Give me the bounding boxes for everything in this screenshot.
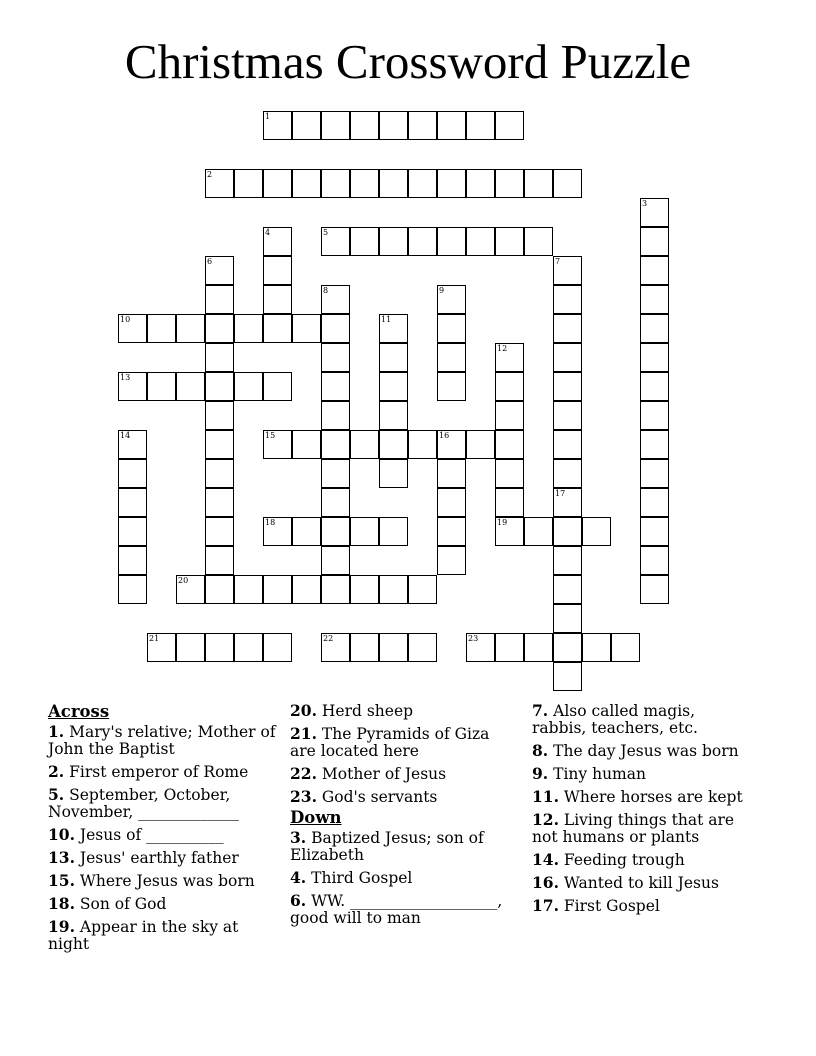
clue-item-number: 5. xyxy=(48,785,65,804)
clue-item-number: 7. xyxy=(532,701,549,720)
clue-item-number: 4. xyxy=(290,868,307,887)
clue-item xyxy=(48,723,280,758)
clue-number: 23 xyxy=(468,634,479,643)
clue-number: 10 xyxy=(120,315,131,324)
grid-cell[interactable] xyxy=(408,111,437,140)
clue-item xyxy=(48,763,280,781)
grid-cell[interactable] xyxy=(640,227,669,256)
clue-item-number: 22. xyxy=(290,764,317,783)
grid-cell[interactable] xyxy=(553,285,582,314)
grid-cell[interactable] xyxy=(321,285,350,314)
grid-cell[interactable] xyxy=(495,459,524,488)
clue-item-text: Appear in the sky at night xyxy=(48,918,239,953)
grid-cell[interactable] xyxy=(408,575,437,604)
grid-cell[interactable] xyxy=(640,546,669,575)
grid-cell[interactable] xyxy=(379,372,408,401)
grid-cell[interactable] xyxy=(437,343,466,372)
clue-item-text: The Pyramids of Giza are located here xyxy=(290,725,490,760)
clue-item-number: 19. xyxy=(48,917,75,936)
clue-item-text: God's servants xyxy=(321,788,438,806)
clue-item-text: Jesus' earthly father xyxy=(79,849,239,867)
clues-column-2 xyxy=(290,702,505,932)
grid-cell[interactable] xyxy=(495,227,524,256)
grid-cell[interactable] xyxy=(495,488,524,517)
clue-item-number: 21. xyxy=(290,724,317,743)
grid-cell[interactable] xyxy=(640,372,669,401)
grid-cell[interactable] xyxy=(495,633,524,662)
grid-cell[interactable] xyxy=(640,285,669,314)
grid-cell[interactable] xyxy=(640,430,669,459)
clue-item-number: 9. xyxy=(532,764,549,783)
grid-cell[interactable] xyxy=(379,430,408,459)
grid-cell[interactable] xyxy=(553,343,582,372)
grid-cell[interactable] xyxy=(118,430,147,459)
clue-item-number: 2. xyxy=(48,762,65,781)
grid-cell[interactable] xyxy=(437,169,466,198)
grid-cell[interactable] xyxy=(553,517,582,546)
clue-item-number: 15. xyxy=(48,871,75,890)
clue-item-number: 23. xyxy=(290,787,317,806)
clue-item-number: 3. xyxy=(290,828,307,847)
grid-cell[interactable] xyxy=(437,517,466,546)
clue-item-text: Where horses are kept xyxy=(563,788,743,806)
clue-number: 22 xyxy=(323,634,334,643)
grid-cell[interactable] xyxy=(553,575,582,604)
clue-item-text: September, October, November, _____________ xyxy=(48,786,239,821)
clue-item-number: 11. xyxy=(532,787,559,806)
grid-cell[interactable] xyxy=(205,517,234,546)
grid-cell[interactable] xyxy=(176,575,205,604)
grid-cell[interactable] xyxy=(147,633,176,662)
grid-cell[interactable] xyxy=(205,314,234,343)
clue-item xyxy=(48,895,280,913)
clue-item xyxy=(290,702,505,720)
clues-column-3 xyxy=(532,702,747,920)
grid-cell[interactable] xyxy=(321,633,350,662)
grid-cell[interactable] xyxy=(263,227,292,256)
grid-cell[interactable] xyxy=(263,633,292,662)
grid-cell[interactable] xyxy=(437,459,466,488)
grid-cell[interactable] xyxy=(350,169,379,198)
clue-item xyxy=(532,851,747,869)
grid-cell[interactable] xyxy=(466,430,495,459)
grid-cell[interactable] xyxy=(437,227,466,256)
grid-cell[interactable] xyxy=(321,314,350,343)
grid-cell[interactable] xyxy=(466,111,495,140)
clue-item xyxy=(48,918,280,953)
grid-cell[interactable] xyxy=(263,169,292,198)
grid-cell[interactable] xyxy=(553,546,582,575)
grid-cell[interactable] xyxy=(234,575,263,604)
clue-item-text: Living things that are not humans or plants xyxy=(532,811,735,846)
clue-number: 15 xyxy=(265,431,276,440)
clue-item xyxy=(532,788,747,806)
clue-number: 5 xyxy=(323,228,329,237)
clue-item-number: 16. xyxy=(532,873,559,892)
grid-cell[interactable] xyxy=(321,517,350,546)
grid-cell[interactable] xyxy=(495,401,524,430)
grid-cell[interactable] xyxy=(408,169,437,198)
grid-cell[interactable] xyxy=(408,227,437,256)
grid-cell[interactable] xyxy=(263,430,292,459)
grid-cell[interactable] xyxy=(379,169,408,198)
grid-cell[interactable] xyxy=(379,111,408,140)
grid-cell[interactable] xyxy=(118,459,147,488)
grid-cell[interactable] xyxy=(234,633,263,662)
grid-cell[interactable] xyxy=(205,285,234,314)
grid-cell[interactable] xyxy=(234,314,263,343)
clue-item-text: Baptized Jesus; son of Elizabeth xyxy=(290,829,484,864)
grid-cell[interactable] xyxy=(350,430,379,459)
grid-cell[interactable] xyxy=(524,227,553,256)
clue-item-number: 10. xyxy=(48,825,75,844)
clue-item-number: 18. xyxy=(48,894,75,913)
grid-cell[interactable] xyxy=(437,111,466,140)
grid-cell[interactable] xyxy=(205,430,234,459)
clue-item-text: The day Jesus was born xyxy=(553,742,739,760)
clue-item xyxy=(290,765,505,783)
clue-item-text: Wanted to kill Jesus xyxy=(563,874,719,892)
grid-cell[interactable] xyxy=(147,372,176,401)
clue-number: 1 xyxy=(265,112,271,121)
grid-cell[interactable] xyxy=(495,111,524,140)
grid-cell[interactable] xyxy=(553,488,582,517)
grid-cell[interactable] xyxy=(205,401,234,430)
clue-item-number: 1. xyxy=(48,722,65,741)
clue-number: 4 xyxy=(265,228,271,237)
grid-cell[interactable] xyxy=(437,488,466,517)
clue-item-text: First emperor of Rome xyxy=(69,763,249,781)
grid-cell[interactable] xyxy=(263,517,292,546)
clue-number: 7 xyxy=(555,257,561,266)
grid-cell[interactable] xyxy=(553,662,582,691)
clue-number: 17 xyxy=(555,489,566,498)
clue-number: 13 xyxy=(120,373,131,382)
grid-cell[interactable] xyxy=(611,633,640,662)
grid-cell[interactable] xyxy=(292,430,321,459)
grid-cell[interactable] xyxy=(524,169,553,198)
clue-number: 12 xyxy=(497,344,508,353)
grid-cell[interactable] xyxy=(379,227,408,256)
grid-cell[interactable] xyxy=(495,372,524,401)
clue-item-text: Herd sheep xyxy=(321,702,414,720)
grid-cell[interactable] xyxy=(292,575,321,604)
clue-item-text: First Gospel xyxy=(563,897,660,915)
grid-cell[interactable] xyxy=(466,227,495,256)
grid-cell[interactable] xyxy=(118,546,147,575)
grid-cell[interactable] xyxy=(321,401,350,430)
grid-cell[interactable] xyxy=(582,517,611,546)
clue-item-text: WW. ___________________, good will to man xyxy=(290,892,503,927)
grid-cell[interactable] xyxy=(553,459,582,488)
grid-cell[interactable] xyxy=(321,343,350,372)
grid-cell[interactable] xyxy=(553,169,582,198)
grid-cell[interactable] xyxy=(437,314,466,343)
grid-cell[interactable] xyxy=(292,517,321,546)
grid-cell[interactable] xyxy=(263,575,292,604)
grid-cell[interactable] xyxy=(379,343,408,372)
clue-number: 11 xyxy=(381,315,392,324)
grid-cell[interactable] xyxy=(379,459,408,488)
clue-number: 9 xyxy=(439,286,445,295)
grid-cell[interactable] xyxy=(263,285,292,314)
clue-item-text: Mother of Jesus xyxy=(321,765,447,783)
clue-number: 21 xyxy=(149,634,160,643)
grid-cell[interactable] xyxy=(437,430,466,459)
grid-cell[interactable] xyxy=(640,401,669,430)
clue-item xyxy=(290,725,505,760)
clue-item xyxy=(532,742,747,760)
grid-cell[interactable] xyxy=(205,169,234,198)
grid-cell[interactable] xyxy=(640,343,669,372)
clue-number: 19 xyxy=(497,518,508,527)
clue-item-text: Son of God xyxy=(79,895,167,913)
grid-cell[interactable] xyxy=(553,401,582,430)
clue-item xyxy=(48,872,280,890)
grid-cell[interactable] xyxy=(379,517,408,546)
clue-number: 20 xyxy=(178,576,189,585)
clue-item xyxy=(290,892,505,927)
grid-cell[interactable] xyxy=(495,430,524,459)
clue-item-text: Jesus of __________ xyxy=(79,826,224,844)
clue-number: 14 xyxy=(120,431,131,440)
clue-item xyxy=(532,702,747,737)
grid-cell[interactable] xyxy=(234,169,263,198)
clue-number: 3 xyxy=(642,199,648,208)
down-clue-list-continued xyxy=(532,702,747,915)
grid-cell[interactable] xyxy=(263,256,292,285)
grid-cell[interactable] xyxy=(205,575,234,604)
grid-cell[interactable] xyxy=(495,343,524,372)
grid-cell[interactable] xyxy=(640,575,669,604)
clue-item xyxy=(290,829,505,864)
grid-cell[interactable] xyxy=(321,111,350,140)
grid-cell[interactable] xyxy=(640,198,669,227)
grid-cell[interactable] xyxy=(321,575,350,604)
grid-cell[interactable] xyxy=(321,372,350,401)
grid-cell[interactable] xyxy=(205,372,234,401)
across-clue-list-continued xyxy=(290,702,505,806)
clue-item xyxy=(48,849,280,867)
down-clue-list xyxy=(290,829,505,927)
grid-cell[interactable] xyxy=(350,517,379,546)
grid-cell[interactable] xyxy=(118,488,147,517)
grid-cell[interactable] xyxy=(118,575,147,604)
grid-cell[interactable] xyxy=(553,604,582,633)
grid-cell[interactable] xyxy=(437,546,466,575)
clue-item-number: 12. xyxy=(532,810,559,829)
grid-cell[interactable] xyxy=(379,314,408,343)
page-title: Christmas Crossword Puzzle xyxy=(124,34,692,89)
grid-cell[interactable] xyxy=(553,633,582,662)
grid-cell[interactable] xyxy=(524,517,553,546)
grid-cell[interactable] xyxy=(466,169,495,198)
grid-cell[interactable] xyxy=(466,633,495,662)
grid-cell[interactable] xyxy=(118,517,147,546)
clue-item-number: 13. xyxy=(48,848,75,867)
clue-item-text: Also called magis, rabbis, teachers, etc. xyxy=(532,702,698,737)
clue-item xyxy=(532,765,747,783)
across-clue-list xyxy=(48,723,280,953)
grid-cell[interactable] xyxy=(118,314,147,343)
grid-cell[interactable] xyxy=(321,546,350,575)
grid-cell[interactable] xyxy=(118,372,147,401)
clue-item xyxy=(48,786,280,821)
grid-cell[interactable] xyxy=(350,633,379,662)
grid-cell[interactable] xyxy=(408,633,437,662)
grid-cell[interactable] xyxy=(495,169,524,198)
clue-number: 18 xyxy=(265,518,276,527)
clue-item-text: Feeding trough xyxy=(563,851,685,869)
grid-cell[interactable] xyxy=(321,488,350,517)
grid-cell[interactable] xyxy=(205,459,234,488)
clue-item-number: 8. xyxy=(532,741,549,760)
grid-cell[interactable] xyxy=(379,633,408,662)
clue-item-text: Third Gospel xyxy=(311,869,413,887)
grid-cell[interactable] xyxy=(205,488,234,517)
clue-item-number: 17. xyxy=(532,896,559,915)
grid-cell[interactable] xyxy=(263,372,292,401)
clue-item-text: Tiny human xyxy=(553,765,646,783)
grid-cell[interactable] xyxy=(176,633,205,662)
grid-cell[interactable] xyxy=(321,459,350,488)
clue-number: 6 xyxy=(207,257,213,266)
grid-cell[interactable] xyxy=(553,372,582,401)
clue-item-text: Where Jesus was born xyxy=(79,872,255,890)
clue-item xyxy=(48,826,280,844)
grid-cell[interactable] xyxy=(640,256,669,285)
grid-cell[interactable] xyxy=(321,169,350,198)
grid-cell[interactable] xyxy=(640,459,669,488)
clue-item-number: 20. xyxy=(290,701,317,720)
across-heading: Across xyxy=(48,702,110,721)
grid-cell[interactable] xyxy=(408,430,437,459)
clue-item-number: 14. xyxy=(532,850,559,869)
grid-cell[interactable] xyxy=(640,517,669,546)
grid-cell[interactable] xyxy=(234,372,263,401)
grid-cell[interactable] xyxy=(147,314,176,343)
clue-number: 8 xyxy=(323,286,329,295)
grid-cell[interactable] xyxy=(263,111,292,140)
grid-cell[interactable] xyxy=(379,575,408,604)
clue-item xyxy=(532,897,747,915)
grid-cell[interactable] xyxy=(292,314,321,343)
grid-cell[interactable] xyxy=(205,633,234,662)
grid-cell[interactable] xyxy=(379,401,408,430)
grid-cell[interactable] xyxy=(582,633,611,662)
clue-item-text: Mary's relative; Mother of John the Baptist xyxy=(48,723,276,758)
grid-cell[interactable] xyxy=(437,372,466,401)
grid-cell[interactable] xyxy=(176,314,205,343)
grid-cell[interactable] xyxy=(205,343,234,372)
grid-cell[interactable] xyxy=(350,575,379,604)
down-heading: Down xyxy=(290,808,342,827)
grid-cell[interactable] xyxy=(292,111,321,140)
grid-cell[interactable] xyxy=(205,256,234,285)
grid-cell[interactable] xyxy=(553,430,582,459)
grid-cell[interactable] xyxy=(176,372,205,401)
grid-cell[interactable] xyxy=(205,546,234,575)
clue-item xyxy=(290,869,505,887)
grid-cell[interactable] xyxy=(263,314,292,343)
grid-cell[interactable] xyxy=(553,314,582,343)
clue-item xyxy=(290,788,505,806)
clue-number: 16 xyxy=(439,431,450,440)
grid-cell[interactable] xyxy=(437,285,466,314)
grid-cell[interactable] xyxy=(350,111,379,140)
grid-cell[interactable] xyxy=(524,633,553,662)
grid-cell[interactable] xyxy=(640,488,669,517)
grid-cell[interactable] xyxy=(640,314,669,343)
grid-cell[interactable] xyxy=(321,430,350,459)
clues-column-1 xyxy=(48,702,280,958)
grid-cell[interactable] xyxy=(321,227,350,256)
clue-item-number: 6. xyxy=(290,891,307,910)
clue-item xyxy=(532,874,747,892)
grid-cell[interactable] xyxy=(292,169,321,198)
grid-cell[interactable] xyxy=(553,256,582,285)
grid-cell[interactable] xyxy=(350,227,379,256)
clue-item xyxy=(532,811,747,846)
grid-cell[interactable] xyxy=(495,517,524,546)
clue-number: 2 xyxy=(207,170,213,179)
